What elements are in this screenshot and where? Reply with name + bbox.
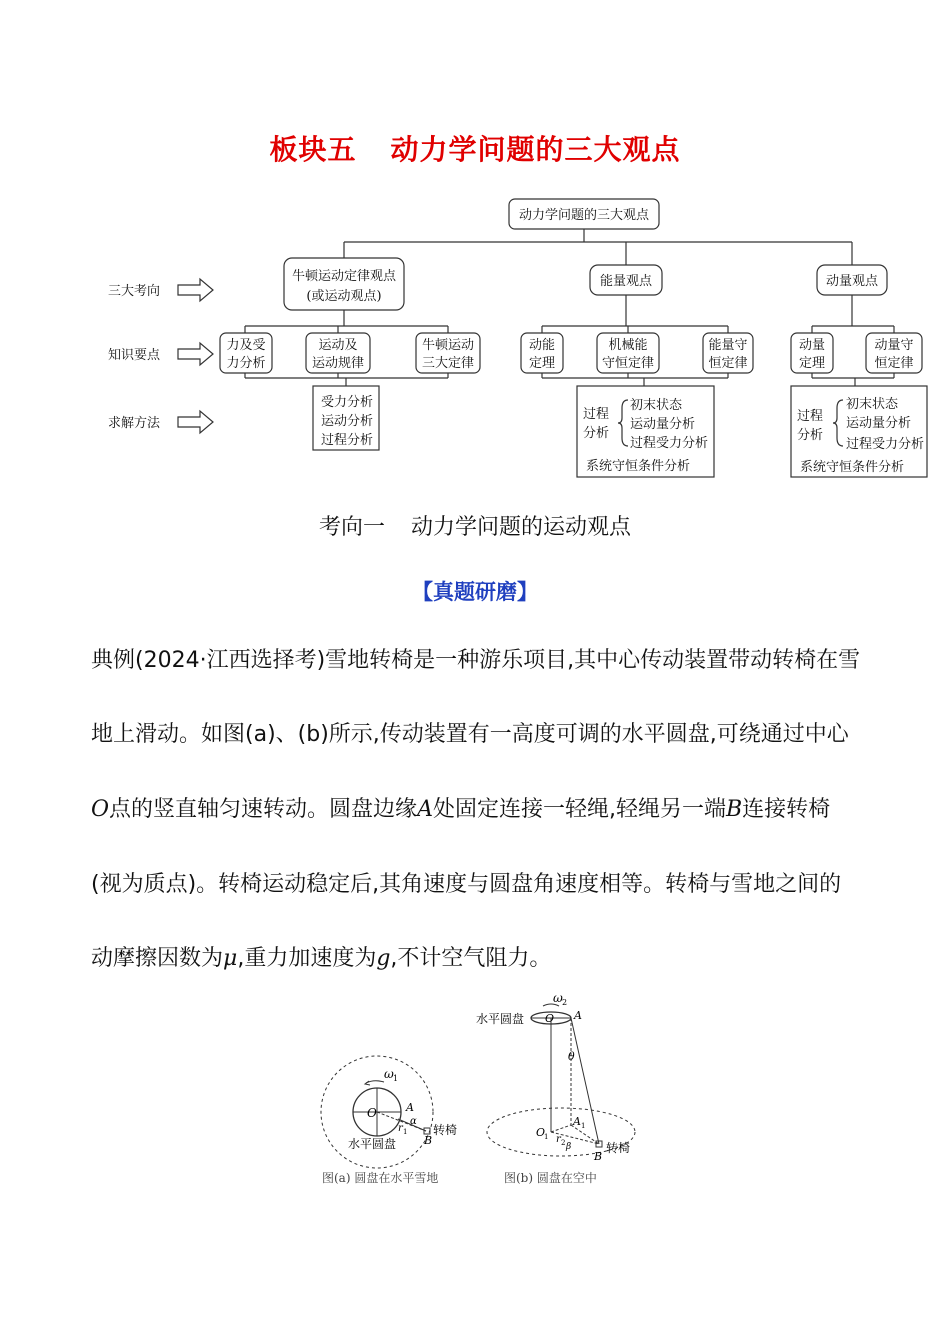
point-B-label: B (594, 1150, 603, 1163)
problem-line (91, 941, 861, 972)
point-label: 能量守 (708, 338, 748, 353)
symbol: g (376, 946, 391, 971)
point-O-label: O (367, 1106, 377, 1120)
radius-label: r (556, 1134, 561, 1145)
point-label: 机械能 (608, 338, 648, 353)
symbol: B (725, 797, 743, 822)
mindmap-root-label: 动力学问题的三大观点 (518, 208, 650, 223)
text-run: 动摩擦因数为 (91, 946, 224, 971)
point-label: 动能 (528, 338, 556, 353)
point-label: 三大定律 (421, 356, 475, 371)
figure-a (321, 1056, 457, 1185)
beta-label: β (566, 1142, 572, 1152)
problem-line: 典例(2024·江西选择考)雪地转椅是一种游乐项目,其中心传动装置带动转椅在雪 (91, 648, 861, 673)
point-label: 定理 (798, 356, 826, 371)
point-label: 牛顿运动 (421, 338, 475, 353)
method-label: 运动量分析 (630, 417, 696, 432)
point-label: 运动规律 (311, 356, 365, 371)
figure-b-caption: 图(b) 圆盘在空中 (504, 1171, 597, 1185)
point-label: 运动及 (318, 338, 358, 353)
method-footer: 系统守恒条件分析 (586, 459, 691, 474)
point-label: 动量守 (874, 338, 914, 353)
point-A-label: A (406, 1101, 414, 1114)
theta-label: θ (568, 1050, 575, 1063)
point-A-label: A (574, 1009, 582, 1022)
point-label: 恒定律 (708, 356, 748, 371)
symbol: μ (223, 946, 238, 971)
point-A1-label: A (573, 1115, 581, 1128)
method-label: 初末状态 (846, 397, 899, 412)
omega-subscript: 2 (562, 998, 568, 1007)
arrow-icon (178, 279, 213, 301)
method-group-label: 分析 (583, 426, 610, 441)
arrow-icon (178, 343, 213, 365)
figure-a-caption: 图(a) 圆盘在水平雪地 (322, 1171, 439, 1185)
symbol: O (91, 797, 110, 822)
text-run: ,不计空气阻力。 (390, 946, 552, 971)
radius-subscript: 2 (561, 1139, 566, 1147)
point-O1-subscript: 1 (544, 1133, 549, 1141)
method-label: 运动分析 (321, 414, 374, 429)
method-label: 过程受力分析 (846, 437, 925, 452)
page-title (0, 128, 950, 168)
point-label: 定理 (528, 356, 556, 371)
omega-label: ω (384, 1067, 394, 1081)
mindmap-diagram (0, 190, 950, 490)
problem-line: 地上滑动。如图(a)、(b)所示,传动装置有一高度可调的水平圆盘,可绕通过中心 (91, 722, 849, 747)
method-label: 运动量分析 (846, 416, 912, 431)
subtitle-topic: 动力学问题的运动观点 (411, 515, 632, 540)
branch-label: 能量观点 (599, 274, 653, 289)
omega-label: ω (553, 991, 563, 1005)
chair-label: 转椅 (606, 1141, 631, 1155)
title-topic: 动力学问题的三大观点 (390, 133, 681, 166)
row-label: 知识要点 (108, 348, 161, 363)
point-label: 力分析 (226, 356, 266, 371)
point-O1-label: O (536, 1126, 546, 1139)
problem-line (91, 792, 861, 823)
method-label: 受力分析 (321, 395, 374, 410)
point-A1-subscript: 1 (581, 1122, 586, 1130)
subtitle-index: 考向一 (318, 515, 385, 540)
figure-diagrams (0, 990, 950, 1200)
method-group-label: 过程 (583, 407, 610, 422)
symbol: A (417, 797, 433, 822)
disk-label: 水平圆盘 (348, 1137, 397, 1151)
section-subtitle (0, 510, 950, 541)
row-label: 求解方法 (108, 416, 161, 431)
point-label: 恒定律 (874, 356, 914, 371)
omega-subscript: 1 (393, 1074, 399, 1083)
figure-b (476, 991, 635, 1185)
method-group-label: 过程 (797, 409, 824, 424)
method-footer: 系统守恒条件分析 (800, 460, 905, 475)
point-O-label: O (545, 1012, 555, 1025)
text-run: 处固定连接一轻绳,轻绳另一端 (432, 797, 726, 822)
text-run: 连接转椅 (742, 797, 831, 822)
text-run: ,重力加速度为 (237, 946, 377, 971)
branch-label: 牛顿运动定律观点 (291, 269, 397, 284)
method-group-label: 分析 (797, 428, 824, 443)
arrow-icon (178, 411, 213, 433)
row-label: 三大考向 (108, 284, 161, 299)
disk-label: 水平圆盘 (476, 1012, 525, 1026)
chair-label: 转椅 (433, 1123, 458, 1137)
method-label: 过程受力分析 (630, 436, 709, 451)
point-label: 力及受 (226, 338, 266, 353)
text-run: 点的竖直轴匀速转动。圆盘边缘 (109, 797, 418, 822)
radius-label: r (398, 1123, 403, 1134)
method-label: 初末状态 (630, 398, 683, 413)
section-heading: 【真题研磨】 (412, 580, 538, 604)
radius-subscript: 1 (403, 1128, 408, 1136)
point-label: 动量 (798, 338, 826, 353)
point-B-label: B (424, 1134, 433, 1147)
alpha-label: α (410, 1116, 417, 1127)
point-label: 守恒定律 (601, 356, 655, 371)
branch-label: (或运动观点) (306, 289, 382, 304)
method-label: 过程分析 (321, 433, 374, 448)
branch-label: 动量观点 (825, 274, 879, 289)
title-block: 板块五 (269, 133, 357, 166)
problem-line: (视为质点)。转椅运动稳定后,其角速度与圆盘角速度相等。转椅与雪地之间的 (91, 872, 842, 897)
